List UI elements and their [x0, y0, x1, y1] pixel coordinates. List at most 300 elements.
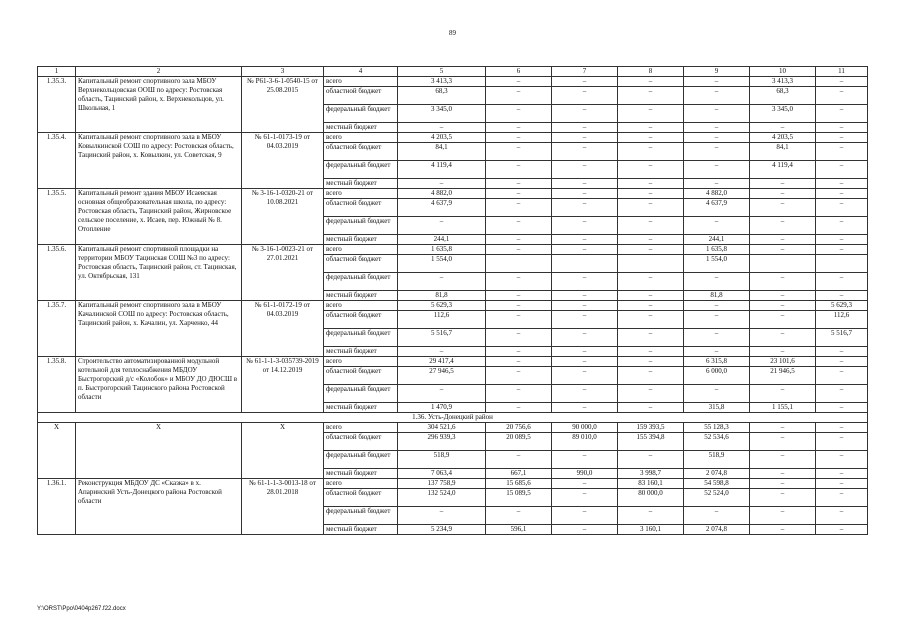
column-header: 4 [324, 67, 398, 77]
value-cell: – [486, 357, 552, 367]
value-cell: 84,1 [750, 143, 816, 161]
value-cell: 5 516,7 [398, 329, 486, 347]
value-cell: – [552, 87, 618, 105]
value-cell: 3 160,1 [618, 525, 684, 535]
item-document: Х [242, 423, 324, 479]
value-cell: – [486, 179, 552, 189]
funding-source-label: федеральный бюджет [324, 105, 398, 123]
value-cell: – [684, 133, 750, 143]
value-cell: – [684, 179, 750, 189]
value-cell: 4 203,5 [398, 133, 486, 143]
table-row [38, 133, 868, 143]
funding-source-label: местный бюджет [324, 525, 398, 535]
value-cell: – [618, 347, 684, 357]
funding-source-label: федеральный бюджет [324, 161, 398, 179]
column-header: 11 [816, 67, 868, 77]
value-cell: 3 413,3 [750, 77, 816, 87]
funding-source-label: областной бюджет [324, 87, 398, 105]
value-cell: – [750, 507, 816, 525]
value-cell: – [486, 199, 552, 217]
value-cell: – [816, 133, 868, 143]
value-cell: – [552, 235, 618, 245]
value-cell: 1 470,9 [398, 403, 486, 413]
value-cell: – [750, 217, 816, 235]
value-cell: – [552, 451, 618, 469]
value-cell: – [618, 451, 684, 469]
value-cell: – [684, 143, 750, 161]
value-cell: 6 000,0 [684, 367, 750, 385]
value-cell: – [552, 479, 618, 489]
column-header: 6 [486, 67, 552, 77]
value-cell [486, 255, 552, 273]
value-cell [750, 255, 816, 273]
value-cell: – [552, 329, 618, 347]
value-cell: – [486, 451, 552, 469]
funding-source-label: федеральный бюджет [324, 507, 398, 525]
value-cell: – [552, 347, 618, 357]
value-cell: – [816, 273, 868, 291]
value-cell [816, 255, 868, 273]
value-cell: – [552, 367, 618, 385]
page-number: 89 [449, 29, 456, 37]
value-cell: – [750, 291, 816, 301]
value-cell: 518,9 [684, 451, 750, 469]
value-cell: – [750, 189, 816, 199]
value-cell: 112,6 [816, 311, 868, 329]
funding-source-label: федеральный бюджет [324, 385, 398, 403]
table-row [38, 479, 868, 489]
value-cell: – [816, 143, 868, 161]
value-cell: 132 524,0 [398, 489, 486, 507]
value-cell: – [750, 433, 816, 451]
value-cell: – [816, 347, 868, 357]
value-cell: – [618, 403, 684, 413]
funding-source-label: областной бюджет [324, 143, 398, 161]
value-cell: – [618, 311, 684, 329]
value-cell: – [684, 105, 750, 123]
item-number: 1.35.4. [38, 133, 76, 189]
value-cell: – [684, 87, 750, 105]
value-cell: 5 629,3 [398, 301, 486, 311]
value-cell: – [486, 347, 552, 357]
value-cell: – [750, 301, 816, 311]
value-cell: – [816, 385, 868, 403]
value-cell: – [486, 189, 552, 199]
funding-source-label: всего [324, 301, 398, 311]
value-cell: – [750, 235, 816, 245]
value-cell: 84,1 [398, 143, 486, 161]
value-cell: – [552, 357, 618, 367]
funding-source-label: всего [324, 133, 398, 143]
table-row [38, 423, 868, 433]
column-header: 7 [552, 67, 618, 77]
value-cell: – [750, 245, 816, 255]
value-cell: 4 637,9 [684, 199, 750, 217]
value-cell: – [552, 217, 618, 235]
section-row [38, 413, 868, 423]
funding-source-label: областной бюджет [324, 433, 398, 451]
value-cell: – [618, 133, 684, 143]
value-cell: – [750, 273, 816, 291]
value-cell: 68,3 [398, 87, 486, 105]
funding-source-label: федеральный бюджет [324, 217, 398, 235]
value-cell: – [618, 385, 684, 403]
value-cell: – [486, 235, 552, 245]
value-cell: 4 882,0 [398, 189, 486, 199]
item-number: 1.35.8. [38, 357, 76, 413]
value-cell: 304 521,6 [398, 423, 486, 433]
value-cell: – [816, 179, 868, 189]
value-cell: 21 946,5 [750, 367, 816, 385]
value-cell: – [486, 301, 552, 311]
value-cell: – [486, 87, 552, 105]
value-cell: – [816, 123, 868, 133]
value-cell: 54 598,8 [684, 479, 750, 489]
value-cell: – [618, 357, 684, 367]
item-document: № 3-16-1-0023-21 от 27.01.2021 [242, 245, 324, 301]
item-description: Капитальный ремонт спортивного зала в МБОУ Ковылкинской СОШ по адресу: Ростовская область, Тацинский район, х. Ковылкин, ул. Советская, 9 [76, 133, 242, 189]
value-cell: 1 155,1 [750, 403, 816, 413]
column-header: 9 [684, 67, 750, 77]
value-cell: – [552, 507, 618, 525]
value-cell: – [486, 367, 552, 385]
funding-source-label: местный бюджет [324, 179, 398, 189]
value-cell: – [552, 385, 618, 403]
value-cell: – [552, 105, 618, 123]
item-document: № 61-1-1-3-035739-2019 от 14.12.2019 [242, 357, 324, 413]
item-document: № 61-1-0172-19 от 04.03.2019 [242, 301, 324, 357]
value-cell: 3 345,0 [398, 105, 486, 123]
value-cell: 1 554,0 [684, 255, 750, 273]
value-cell: – [398, 217, 486, 235]
value-cell: 80 000,0 [618, 489, 684, 507]
value-cell: – [618, 161, 684, 179]
value-cell: – [552, 273, 618, 291]
value-cell: – [398, 385, 486, 403]
value-cell: 5 516,7 [816, 329, 868, 347]
value-cell: 1 635,8 [684, 245, 750, 255]
value-cell: – [552, 77, 618, 87]
value-cell: – [684, 123, 750, 133]
funding-source-label: областной бюджет [324, 199, 398, 217]
value-cell: – [750, 451, 816, 469]
value-cell: – [618, 179, 684, 189]
value-cell [552, 255, 618, 273]
item-document: № 61-1-1-3-0013-18 от 28.01.2018 [242, 479, 324, 535]
value-cell: 2 074,8 [684, 525, 750, 535]
funding-source-label: местный бюджет [324, 469, 398, 479]
value-cell: 89 010,0 [552, 433, 618, 451]
value-cell: 4 119,4 [750, 161, 816, 179]
value-cell: – [486, 403, 552, 413]
item-description: Х [76, 423, 242, 479]
value-cell: – [552, 143, 618, 161]
value-cell: – [684, 311, 750, 329]
value-cell: 518,9 [398, 451, 486, 469]
value-cell: – [684, 77, 750, 87]
value-cell: – [552, 525, 618, 535]
value-cell: – [552, 161, 618, 179]
item-description: Капитальный ремонт спортивной площадки на территории МБОУ Тацинская СОШ №3 по адресу: Ростовская область, Тацинский район, ст. Тацинская, ул. Октябрьская, 131 [76, 245, 242, 301]
budget-table-sheet [37, 66, 867, 535]
value-cell: – [618, 507, 684, 525]
section-title: 1.36. Усть-Донецкий район [38, 413, 868, 423]
value-cell: 7 063,4 [398, 469, 486, 479]
value-cell: – [398, 179, 486, 189]
value-cell: – [552, 489, 618, 507]
value-cell: – [486, 143, 552, 161]
funding-source-label: всего [324, 189, 398, 199]
column-header: 8 [618, 67, 684, 77]
value-cell: – [750, 329, 816, 347]
item-number: 1.35.7. [38, 301, 76, 357]
value-cell: 296 939,3 [398, 433, 486, 451]
value-cell: 1 554,0 [398, 255, 486, 273]
value-cell: – [398, 507, 486, 525]
value-cell: – [618, 329, 684, 347]
value-cell: 159 393,5 [618, 423, 684, 433]
value-cell: – [552, 189, 618, 199]
table-body [38, 67, 868, 535]
value-cell: – [486, 507, 552, 525]
value-cell: – [816, 105, 868, 123]
value-cell: – [552, 179, 618, 189]
value-cell: 81,8 [398, 291, 486, 301]
value-cell: – [618, 301, 684, 311]
funding-source-label: федеральный бюджет [324, 451, 398, 469]
value-cell: 3 345,0 [750, 105, 816, 123]
value-cell: 112,6 [398, 311, 486, 329]
value-cell: 6 315,8 [684, 357, 750, 367]
value-cell: – [552, 133, 618, 143]
funding-source-label: областной бюджет [324, 367, 398, 385]
item-description: Реконструкция МБДОУ ДС «Сказка» в х. Апаринский Усть-Донецкого района Ростовской области [76, 479, 242, 535]
value-cell: 990,0 [552, 469, 618, 479]
column-header-row [38, 67, 868, 77]
value-cell: – [684, 161, 750, 179]
footer-file-path: Y:\ORST\Ppo\0404p267.f22.docx [37, 606, 126, 612]
value-cell: 2 074,8 [684, 469, 750, 479]
value-cell: – [552, 291, 618, 301]
value-cell: – [486, 77, 552, 87]
value-cell: 27 946,5 [398, 367, 486, 385]
value-cell: – [618, 217, 684, 235]
value-cell: – [750, 385, 816, 403]
value-cell: – [618, 291, 684, 301]
value-cell: 1 635,8 [398, 245, 486, 255]
value-cell: – [750, 525, 816, 535]
column-header: 2 [76, 67, 242, 77]
column-header: 1 [38, 67, 76, 77]
value-cell: – [618, 199, 684, 217]
value-cell: – [618, 123, 684, 133]
value-cell: – [750, 311, 816, 329]
value-cell: – [684, 301, 750, 311]
value-cell: – [684, 385, 750, 403]
value-cell: – [618, 273, 684, 291]
value-cell: – [816, 469, 868, 479]
value-cell: – [684, 347, 750, 357]
value-cell: – [684, 507, 750, 525]
value-cell: 596,1 [486, 525, 552, 535]
value-cell: 667,1 [486, 469, 552, 479]
funding-source-label: всего [324, 245, 398, 255]
funding-source-label: федеральный бюджет [324, 273, 398, 291]
value-cell: 4 882,0 [684, 189, 750, 199]
funding-source-label: всего [324, 357, 398, 367]
funding-source-label: местный бюджет [324, 235, 398, 245]
value-cell: – [750, 347, 816, 357]
item-document: № 3-16-1-0320-21 от 10.08.2021 [242, 189, 324, 245]
table-row [38, 77, 868, 87]
value-cell: – [618, 245, 684, 255]
value-cell: – [750, 123, 816, 133]
funding-source-label: всего [324, 479, 398, 489]
value-cell: – [398, 123, 486, 133]
value-cell: – [684, 217, 750, 235]
value-cell: 244,1 [398, 235, 486, 245]
column-header: 10 [750, 67, 816, 77]
value-cell: 23 101,6 [750, 357, 816, 367]
value-cell: – [750, 489, 816, 507]
value-cell: – [750, 479, 816, 489]
value-cell: – [486, 311, 552, 329]
item-description: Капитальный ремонт спортивного зала в МБОУ Качалинской СОШ по адресу: Ростовская область, Тацинский район, х. Качалин, ул. Харченко, 44 [76, 301, 242, 357]
value-cell: – [486, 329, 552, 347]
value-cell: – [816, 235, 868, 245]
table-row [38, 301, 868, 311]
funding-source-label: местный бюджет [324, 403, 398, 413]
value-cell: 83 160,1 [618, 479, 684, 489]
column-header: 3 [242, 67, 324, 77]
value-cell: 315,8 [684, 403, 750, 413]
table-row [38, 357, 868, 367]
funding-source-label: областной бюджет [324, 489, 398, 507]
value-cell: – [618, 235, 684, 245]
value-cell: 5 629,3 [816, 301, 868, 311]
value-cell: – [618, 105, 684, 123]
item-number: 1.35.6. [38, 245, 76, 301]
value-cell: – [750, 199, 816, 217]
value-cell: – [816, 479, 868, 489]
value-cell: – [816, 161, 868, 179]
value-cell: 4 637,9 [398, 199, 486, 217]
value-cell: 68,3 [750, 87, 816, 105]
value-cell: 20 756,6 [486, 423, 552, 433]
item-document: № 61-1-0173-19 от 04.03.2019 [242, 133, 324, 189]
value-cell: 3 413,3 [398, 77, 486, 87]
value-cell: – [486, 385, 552, 403]
item-number: Х [38, 423, 76, 479]
value-cell: – [816, 357, 868, 367]
value-cell: – [750, 179, 816, 189]
value-cell: – [816, 199, 868, 217]
column-header: 5 [398, 67, 486, 77]
value-cell: 29 417,4 [398, 357, 486, 367]
value-cell: – [816, 423, 868, 433]
value-cell: – [618, 77, 684, 87]
value-cell: 5 234,9 [398, 525, 486, 535]
value-cell: – [816, 451, 868, 469]
value-cell: 15 685,6 [486, 479, 552, 489]
funding-source-label: местный бюджет [324, 347, 398, 357]
value-cell: 244,1 [684, 235, 750, 245]
value-cell: – [816, 291, 868, 301]
value-cell: – [618, 87, 684, 105]
value-cell: – [618, 367, 684, 385]
value-cell: – [552, 123, 618, 133]
value-cell: – [816, 87, 868, 105]
table-row [38, 189, 868, 199]
value-cell: – [816, 77, 868, 87]
value-cell: – [816, 367, 868, 385]
item-description: Капитальный ремонт спортивного зала МБОУ Верхнекольцовская ООШ по адресу: Ростовская область, Тацинский район, х. Верхнекольцов, ул. Школьная, 1 [76, 77, 242, 133]
funding-source-label: областной бюджет [324, 311, 398, 329]
value-cell: – [486, 161, 552, 179]
value-cell: – [816, 217, 868, 235]
funding-source-label: федеральный бюджет [324, 329, 398, 347]
value-cell: – [816, 403, 868, 413]
value-cell: 81,8 [684, 291, 750, 301]
value-cell: 52 534,6 [684, 433, 750, 451]
value-cell: 137 758,9 [398, 479, 486, 489]
value-cell: – [684, 329, 750, 347]
value-cell: – [552, 311, 618, 329]
value-cell: – [552, 301, 618, 311]
value-cell: – [486, 245, 552, 255]
value-cell: – [618, 189, 684, 199]
value-cell: 52 524,0 [684, 489, 750, 507]
value-cell: – [398, 347, 486, 357]
value-cell: 4 203,5 [750, 133, 816, 143]
value-cell: – [816, 245, 868, 255]
value-cell: 155 394,8 [618, 433, 684, 451]
funding-source-label: всего [324, 77, 398, 87]
value-cell: – [816, 489, 868, 507]
value-cell: 55 128,3 [684, 423, 750, 433]
item-description: Строительство автоматизированной модульной котельной для теплоснабжения МБДОУ Быстрогорский д/с «Колобок» и МБОУ ДО ДЮСШ в п. Быстрогорский Тацинского района Ростовской области [76, 357, 242, 413]
value-cell: – [816, 507, 868, 525]
value-cell [618, 255, 684, 273]
item-description: Капитальный ремонт здания МБОУ Исаевская основная общеобразовательная школа, по адресу: Ростовская область, Тацинский район, Жирновское сельское поселение, х. Исаев, пер. Южный № 8. Отопление [76, 189, 242, 245]
value-cell: 15 089,5 [486, 489, 552, 507]
item-number: 1.35.3. [38, 77, 76, 133]
value-cell: – [750, 469, 816, 479]
value-cell: – [816, 433, 868, 451]
value-cell: – [486, 105, 552, 123]
table-row [38, 245, 868, 255]
value-cell: – [552, 403, 618, 413]
value-cell: – [486, 123, 552, 133]
value-cell: – [552, 245, 618, 255]
value-cell: 4 119,4 [398, 161, 486, 179]
value-cell: – [552, 199, 618, 217]
value-cell: 3 998,7 [618, 469, 684, 479]
value-cell: – [398, 273, 486, 291]
value-cell: – [486, 217, 552, 235]
value-cell: 20 089,5 [486, 433, 552, 451]
item-document: № Р61-3-6-1-0540-15 от 25.08.2015 [242, 77, 324, 133]
value-cell: – [486, 133, 552, 143]
funding-source-label: всего [324, 423, 398, 433]
budget-table [37, 66, 868, 535]
value-cell: – [486, 291, 552, 301]
funding-source-label: местный бюджет [324, 123, 398, 133]
value-cell: – [618, 143, 684, 161]
value-cell: – [486, 273, 552, 291]
funding-source-label: местный бюджет [324, 291, 398, 301]
value-cell: – [684, 273, 750, 291]
